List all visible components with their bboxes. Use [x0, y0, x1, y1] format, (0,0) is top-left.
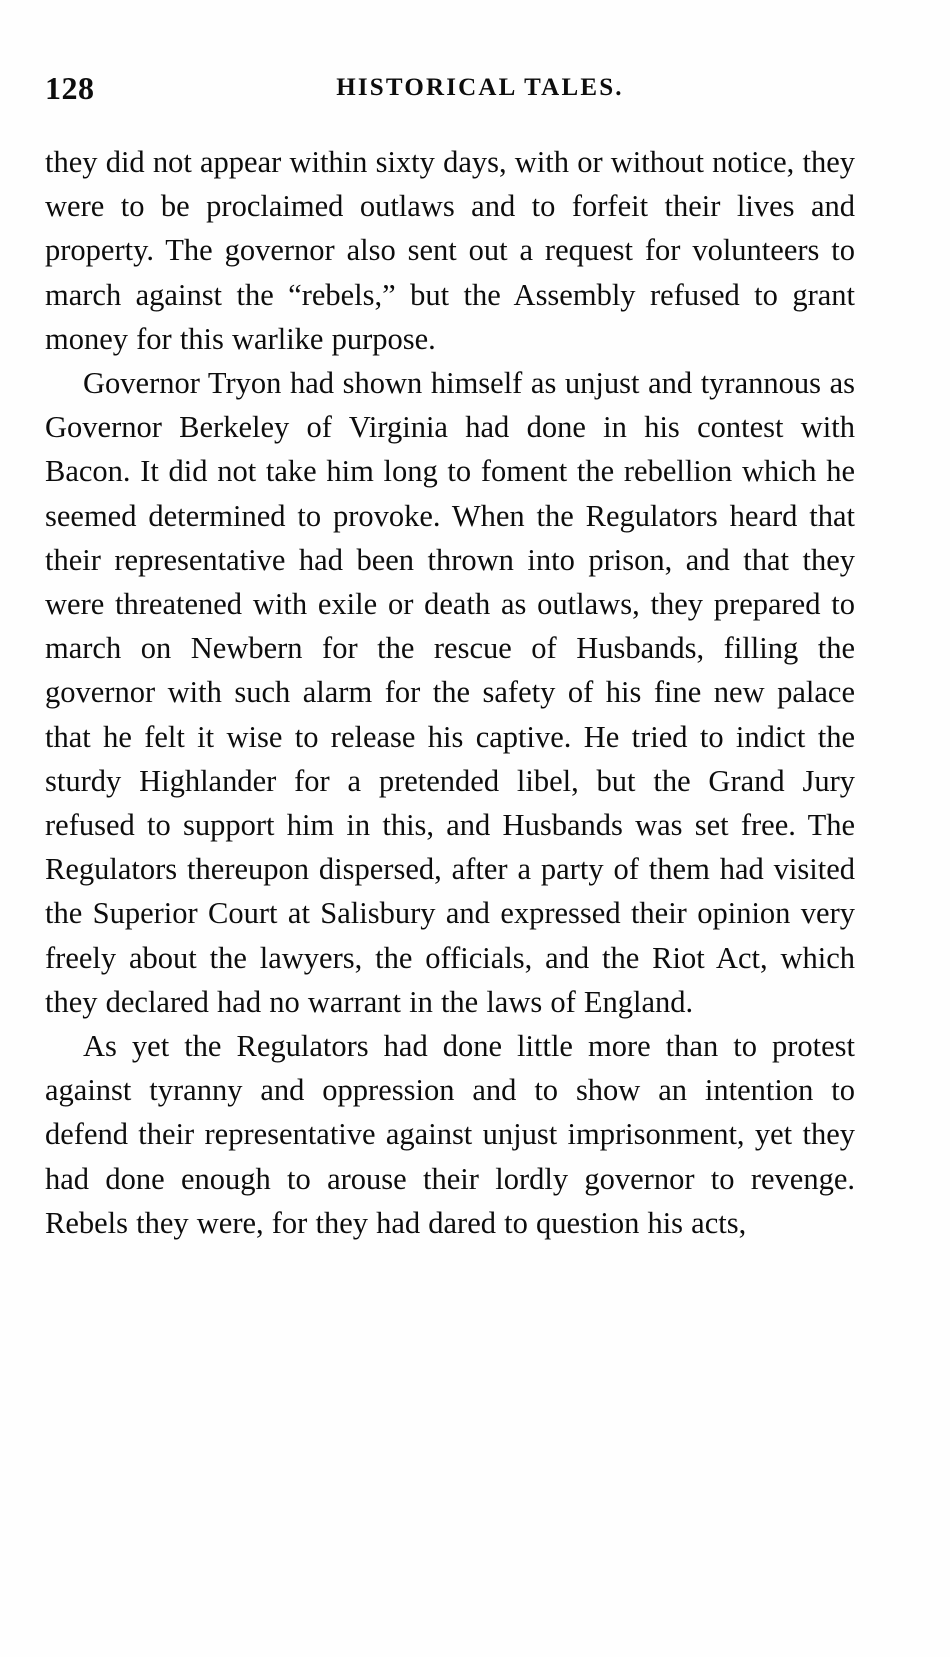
paragraph: they did not appear within sixty days, with or without notice, they were to be proclaimed outlaws and to forfeit their lives and property. The governor also sent out a request for volunteers to march against the “rebels,” but the Assembly refused to grant money for this warlike purpose.: [45, 145, 855, 356]
page-header: [45, 68, 905, 108]
body-text: [45, 140, 855, 1245]
running-head: HISTORICAL TALES.: [336, 74, 624, 101]
paragraph: Governor Tryon had shown himself as unjust and tyrannous as Governor Berkeley of Virginia had done in his contest with Bacon. It did not take him long to foment the rebellion which he seemed determined to provoke. When the Regulators heard that their representative had been thrown into prison, and that they were threatened with exile or death as outlaws, they prepared to march on Newbern for the rescue of Husbands, filling the governor with such alarm for the safety of his fine new palace that he felt it wise to release his captive. He tried to indict the sturdy Highlander for a pretended libel, but the Grand Jury refused to support him in this, and Husbands was set free. The Regulators thereupon dispersed, after a party of them had visited the Superior Court at Salisbury and expressed their opinion very freely about the lawyers, the officials, and the Riot Act, which they declared had no warrant in the laws of England.: [45, 366, 855, 1019]
paragraph: As yet the Regulators had done little more than to protest against tyranny and oppression and to show an intention to defend their representative against unjust imprisonment, yet they had done enough to arouse their lordly governor to revenge. Rebels they were, for they had dared to question his acts,: [45, 1029, 855, 1240]
page-number: 128: [45, 70, 95, 106]
